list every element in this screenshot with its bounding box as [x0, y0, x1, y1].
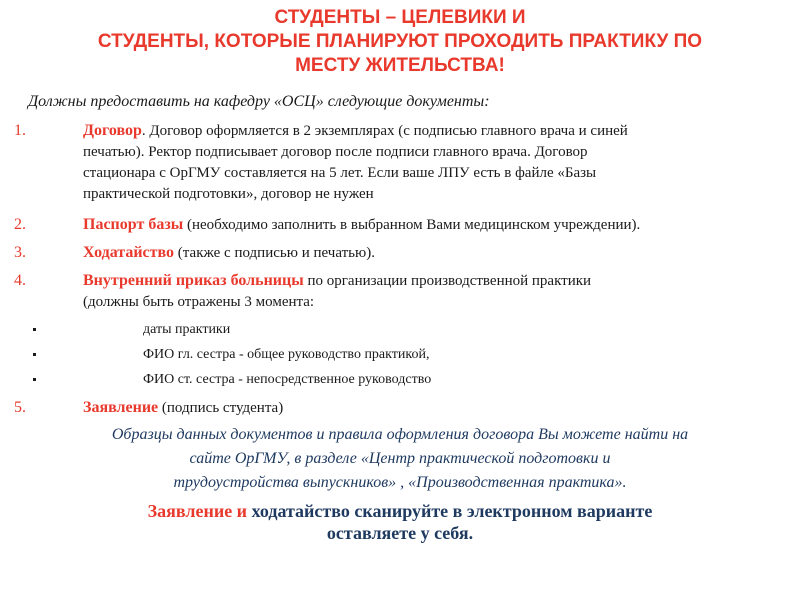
footer-line-1: Образцы данных документов и правила оформления договора Вы можете найти на [111, 426, 689, 443]
intro-text: Должны предоставить на кафедру «ОСЦ» следующие документы: [28, 93, 490, 110]
item-key: Ходатайство [83, 244, 175, 261]
note-line-2: оставляете у себя. [326, 523, 474, 543]
item-key: Паспорт базы [83, 216, 184, 233]
bullet-text: даты практики [143, 322, 231, 337]
footer-line-2: сайте ОрГМУ, в разделе «Центр практической подготовки и [189, 450, 611, 467]
title-line-3: МЕСТУ ЖИТЕЛЬСТВА! [295, 55, 505, 76]
item-line: (должны быть отражены 3 момента: [83, 294, 315, 310]
bullet-icon [33, 353, 36, 356]
item-line: практической подготовки», договор не нужен [83, 186, 374, 202]
item-line: стационара с ОрГМУ составляется на 5 лет. Если ваше ЛПУ есть в файле «Базы [83, 165, 597, 181]
item-line: . Договор оформляется в 2 экземплярах (с подписью главного врача и синей [141, 123, 628, 139]
item-number: 3. [14, 244, 26, 261]
item-rest: (подпись студента) [158, 400, 284, 416]
item-key: Заявление [83, 399, 159, 416]
item-number: 2. [14, 216, 26, 233]
page-title [30, 6, 770, 78]
item-text [83, 397, 773, 419]
footer-line-3: трудоустройства выпускников» , «Производственная практика». [173, 474, 627, 491]
title-line-2: СТУДЕНТЫ, КОТОРЫЕ ПЛАНИРУЮТ ПРОХОДИТЬ ПРАКТИКУ ПО [97, 31, 703, 52]
bullet-icon [33, 328, 36, 331]
scan-note [20, 500, 780, 544]
item-text [83, 120, 773, 205]
item-key: Договор [83, 122, 142, 139]
title-line-1: СТУДЕНТЫ – ЦЕЛЕВИКИ И [274, 7, 526, 28]
item-line: печатью). Ректор подписывает договор после подписи главного врача. Договор [83, 144, 588, 160]
item-key: Внутренний приказ больницы [83, 272, 304, 289]
item-text [83, 270, 773, 313]
item-rest: (необходимо заполнить в выбранном Вами медицинском учреждении). [183, 217, 641, 233]
item-number: 1. [14, 122, 26, 139]
item-text [83, 242, 773, 264]
footer-text [20, 423, 780, 495]
note-red-part: Заявление и [147, 501, 252, 521]
note-rest-line-1: ходатайство сканируйте в электронном варианте [251, 501, 653, 521]
item-number: 4. [14, 272, 26, 289]
item-text [83, 214, 773, 236]
item-number: 5. [14, 399, 26, 416]
item-rest: по организации производственной практики [303, 273, 592, 289]
bullet-text: ФИО гл. сестра - общее руководство практикой, [143, 347, 430, 362]
item-rest: (также с подписью и печатью). [174, 245, 375, 261]
bullet-text: ФИО ст. сестра - непосредственное руководство [143, 372, 432, 387]
bullet-icon [33, 378, 36, 381]
